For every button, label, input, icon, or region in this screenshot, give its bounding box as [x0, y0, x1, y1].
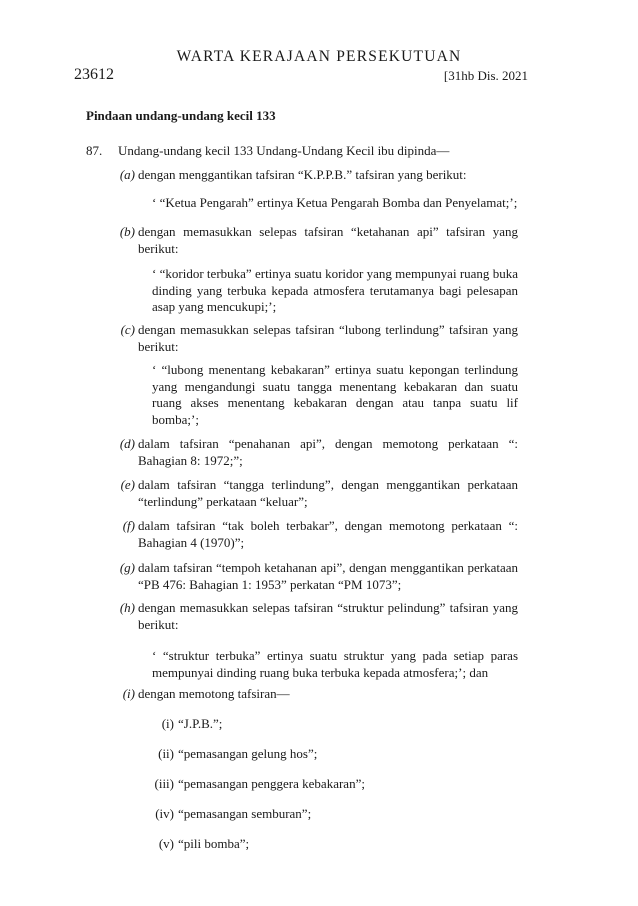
amendment-item-f — [102, 518, 518, 551]
subitem-number: (ii) — [158, 746, 174, 761]
subitem-iv — [134, 806, 311, 822]
amendment-item-i — [102, 686, 518, 703]
subitem-text: “J.P.B.”; — [178, 716, 223, 731]
amendment-item-c — [102, 322, 518, 355]
amendment-item-h — [102, 600, 518, 633]
subitem-text: “pili bomba”; — [178, 836, 250, 851]
item-text: dengan menggantikan tafsiran “K.P.P.B.” tafsiran yang berikut: — [138, 167, 467, 182]
subitem-v — [134, 836, 249, 852]
item-text: dengan memasukkan selepas tafsiran “ketahanan api” tafsiran yang berikut: — [138, 224, 518, 256]
amendment-item-b — [102, 224, 518, 257]
subitem-ii — [134, 746, 317, 762]
paragraph-number: 87. — [86, 143, 103, 158]
item-text: dengan memotong tafsiran— — [138, 686, 290, 701]
item-label: (i) — [122, 686, 135, 701]
quoted-definition-b: ‘ “koridor terbuka” ertinya suatu koridor yang mempunyai ruang buka dinding yang terbuka kepada atmosfera terutamanya bagi pelesapan asap yang mencukupi;’; — [152, 266, 518, 314]
subitem-text: “pemasangan penggera kebakaran”; — [178, 776, 365, 791]
subitem-number: (i) — [161, 716, 174, 731]
subitem-number: (iii) — [154, 776, 174, 791]
item-label: (c) — [120, 322, 135, 337]
subitem-i — [134, 716, 222, 732]
item-label: (g) — [119, 560, 135, 575]
section-heading: Pindaan undang-undang kecil 133 — [86, 108, 276, 123]
page-number: 23612 — [74, 66, 114, 83]
quoted-definition-c: ‘ “lubong menentang kebakaran” ertinya suatu kepongan terlindung yang mengandungi suatu tangga menentang kebakaran dan suatu ruang akses menentang kebakaran dengan atau tanpa suatu lif bomba;’; — [152, 362, 518, 427]
item-label: (b) — [119, 224, 135, 239]
amendment-item-a — [102, 167, 518, 184]
item-label: (h) — [119, 600, 135, 615]
subitem-iii — [134, 776, 365, 792]
quoted-definition-h: ‘ “struktur terbuka” ertinya suatu struktur yang pada setiap paras mempunyai dinding ruang buka terbuka kepada atmosfera;’; dan — [152, 648, 518, 680]
subitem-text: “pemasangan gelung hos”; — [178, 746, 318, 761]
item-text: dengan memasukkan selepas tafsiran “lubong terlindung” tafsiran yang berikut: — [138, 322, 518, 354]
subitem-number: (v) — [158, 836, 174, 851]
amendment-item-e — [102, 477, 518, 510]
item-label: (e) — [120, 477, 135, 492]
item-text: dalam tafsiran “tempoh ketahanan api”, dengan menggantikan perkataan “PB 476: Bahagian 1: 1953” perkatan “PM 1073”; — [138, 560, 518, 592]
gazette-title: WARTA KERAJAAN PERSEKUTUAN — [176, 48, 462, 65]
quoted-definition-a: ‘ “Ketua Pengarah” ertinya Ketua Pengarah Bomba dan Penyelamat;’; — [152, 195, 518, 210]
subitem-number: (iv) — [155, 806, 174, 821]
item-text: dengan memasukkan selepas tafsiran “struktur pelindung” tafsiran yang berikut: — [138, 600, 518, 632]
subitem-text: “pemasangan semburan”; — [178, 806, 312, 821]
item-label: (a) — [119, 167, 135, 182]
item-label: (d) — [119, 436, 135, 451]
amendment-item-d — [102, 436, 518, 469]
item-text: dalam tafsiran “tak boleh terbakar”, dengan memotong perkataan “: Bahagian 4 (1970)”; — [138, 518, 518, 550]
item-label: (f) — [122, 518, 135, 533]
paragraph-intro: Undang-undang kecil 133 Undang-Undang Kecil ibu dipinda— — [118, 143, 450, 158]
amendment-item-g — [102, 560, 518, 593]
item-text: dalam tafsiran “tangga terlindung”, dengan menggantikan perkataan “terlindung” perkataan “keluar”; — [138, 477, 518, 509]
page-date: [31hb Dis. 2021 — [443, 68, 528, 83]
item-text: dalam tafsiran “penahanan api”, dengan memotong perkataan “: Bahagian 8: 1972;”; — [138, 436, 518, 468]
